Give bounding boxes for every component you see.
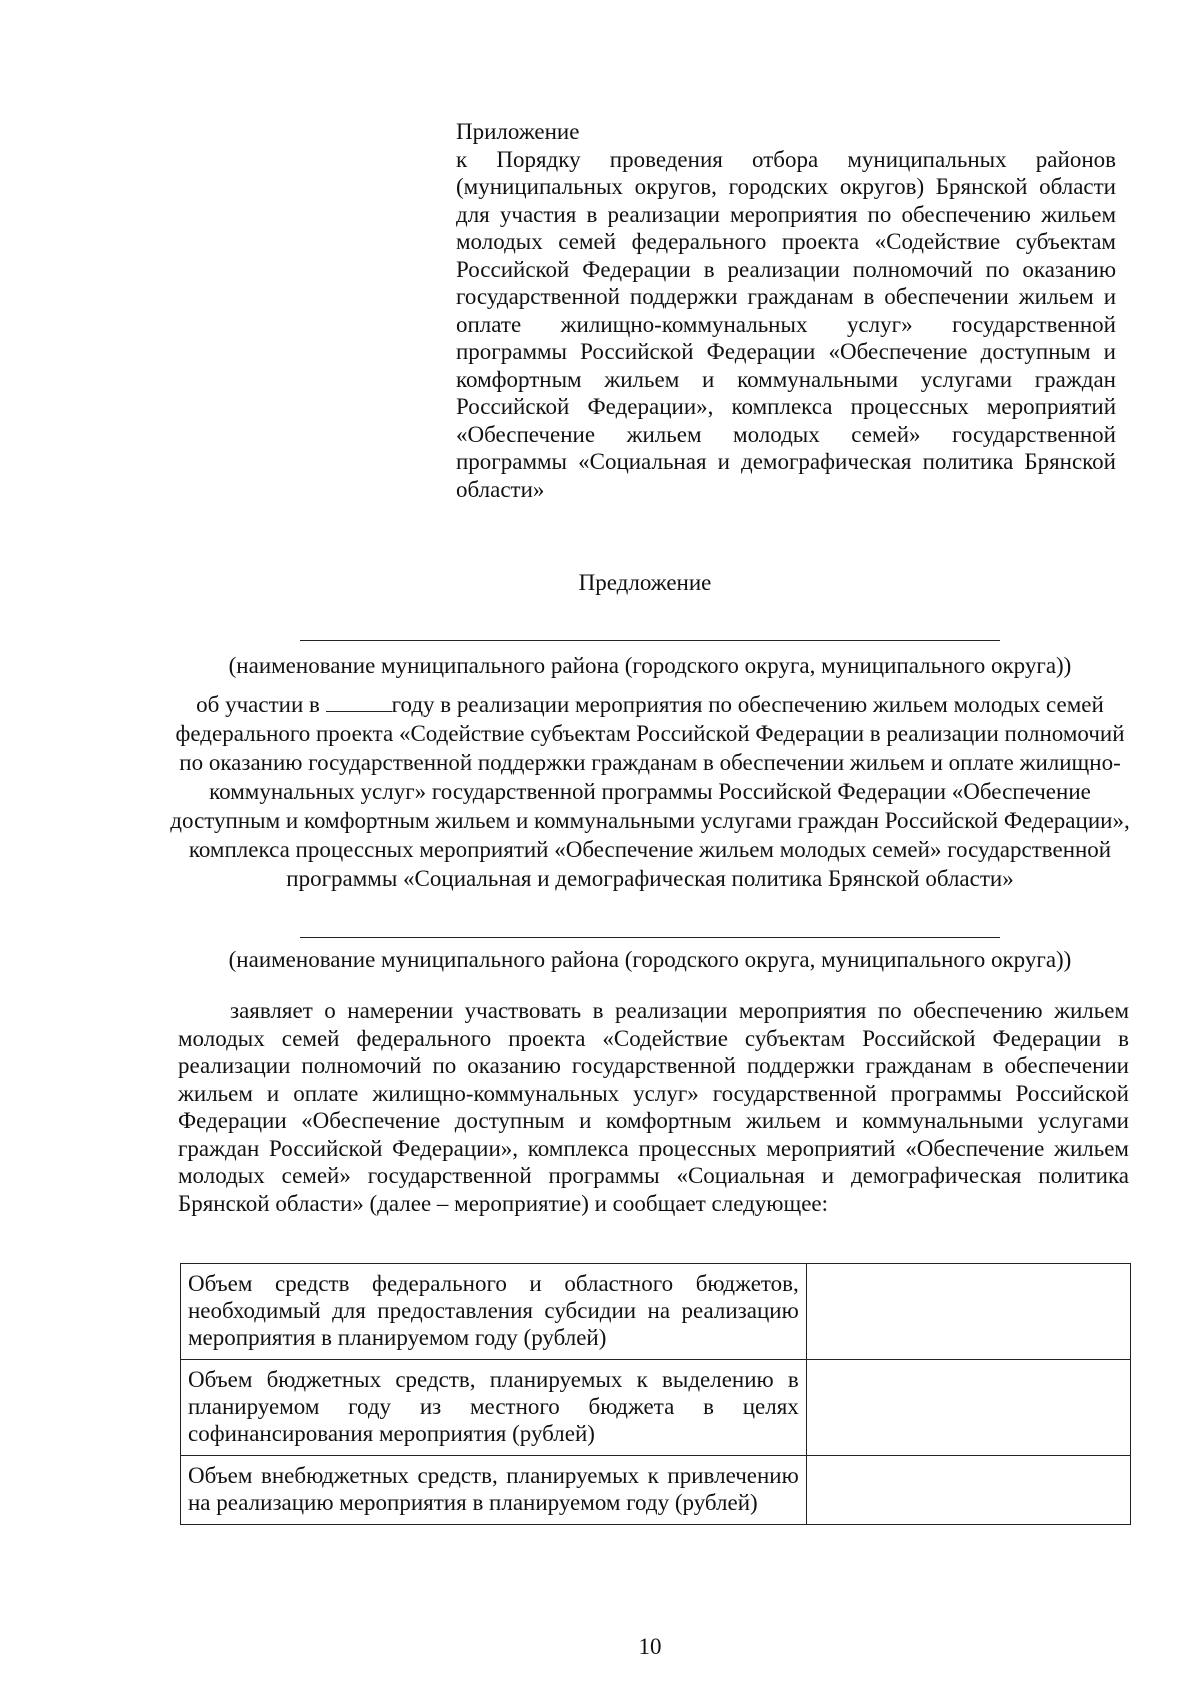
budget-info-table [180,1263,1131,1525]
table-row-value [806,1456,1130,1525]
table-row-label: Объем бюджетных средств, планируемых к выделению в планируемом году из местного бюджета в целях софинансирования мероприятия (рублей) [181,1360,807,1456]
municipality-name-line-1 [300,640,1000,641]
table-row [181,1456,1131,1525]
page-number: 10 [638,1634,662,1659]
participation-text: году в реализации мероприятия по обеспечению жильем молодых семей федерального проекта «Содействие субъектам Российской Федерации в реализации полномочий по оказанию государственной поддержки гражданам в обеспечении жильем и оплате жилищно-коммунальных услуг» государственной программы Российской Федерации «Обеспечение доступным и комфортным жильем и коммунальными услугами граждан Российской Федерации», комплекса процессных мероприятий «Обеспечение жильем молодых семей» государственной программы «Социальная и демографическая политика Брянской области» [170,692,1130,891]
year-blank-field [326,693,392,712]
participation-paragraph [170,690,1130,893]
municipality-name-line-2 [300,937,1000,938]
table-row [181,1360,1131,1456]
municipality-caption-2: (наименование муниципального района (городского округа, муниципального округа)) [228,947,1072,972]
table-row-label: Объем внебюджетных средств, планируемых к привлечению на реализацию мероприятия в планируемом году (рублей) [181,1456,807,1525]
table-row-label: Объем средств федерального и областного бюджетов, необходимый для предоставления субсидии на реализацию мероприятия в планируемом году (рублей) [181,1264,807,1360]
table-row-value [806,1360,1130,1456]
appendix-body: к Порядку проведения отбора муниципальных районов (муниципальных округов, городских округов) Брянской области для участия в реализации мероприятия по обеспечению жильем молодых семей федерального проекта «Содействие субъектам Российской Федерации в реализации полномочий по оказанию государственной поддержки гражданам в обеспечении жильем и оплате жилищно-коммунальных услуг» государственной программы Российской Федерации «Обеспечение доступным и комфортным жильем и коммунальными услугами граждан Российской Федерации», комплекса процессных мероприятий «Обеспечение жильем молодых семей» государственной программы «Социальная и демографическая политика Брянской области» [456,146,1116,502]
table-row-value [806,1264,1130,1360]
statement-paragraph: заявляет о намерении участвовать в реализации мероприятия по обеспечению жильем молодых семей федерального проекта «Содействие субъектам Российской Федерации в реализации полномочий по оказанию государственной поддержки гражданам в обеспечении жильем и оплате жилищно-коммунальных услуг» государственной программы Российской Федерации «Обеспечение доступным и комфортным жильем и коммунальными услугами граждан Российской Федерации», комплекса процессных мероприятий «Обеспечение жильем молодых семей» государственной программы «Социальная и демографическая политика Брянской области» (далее – мероприятие) и сообщает следующее: [178,998,1129,1216]
appendix-block [456,118,1116,503]
table-row [181,1264,1131,1360]
municipality-caption-1: (наименование муниципального района (городского округа, муниципального округа)) [228,653,1072,678]
document-title: Предложение [578,570,712,595]
participation-prefix: об участии в [196,692,326,717]
appendix-title: Приложение [456,119,580,144]
